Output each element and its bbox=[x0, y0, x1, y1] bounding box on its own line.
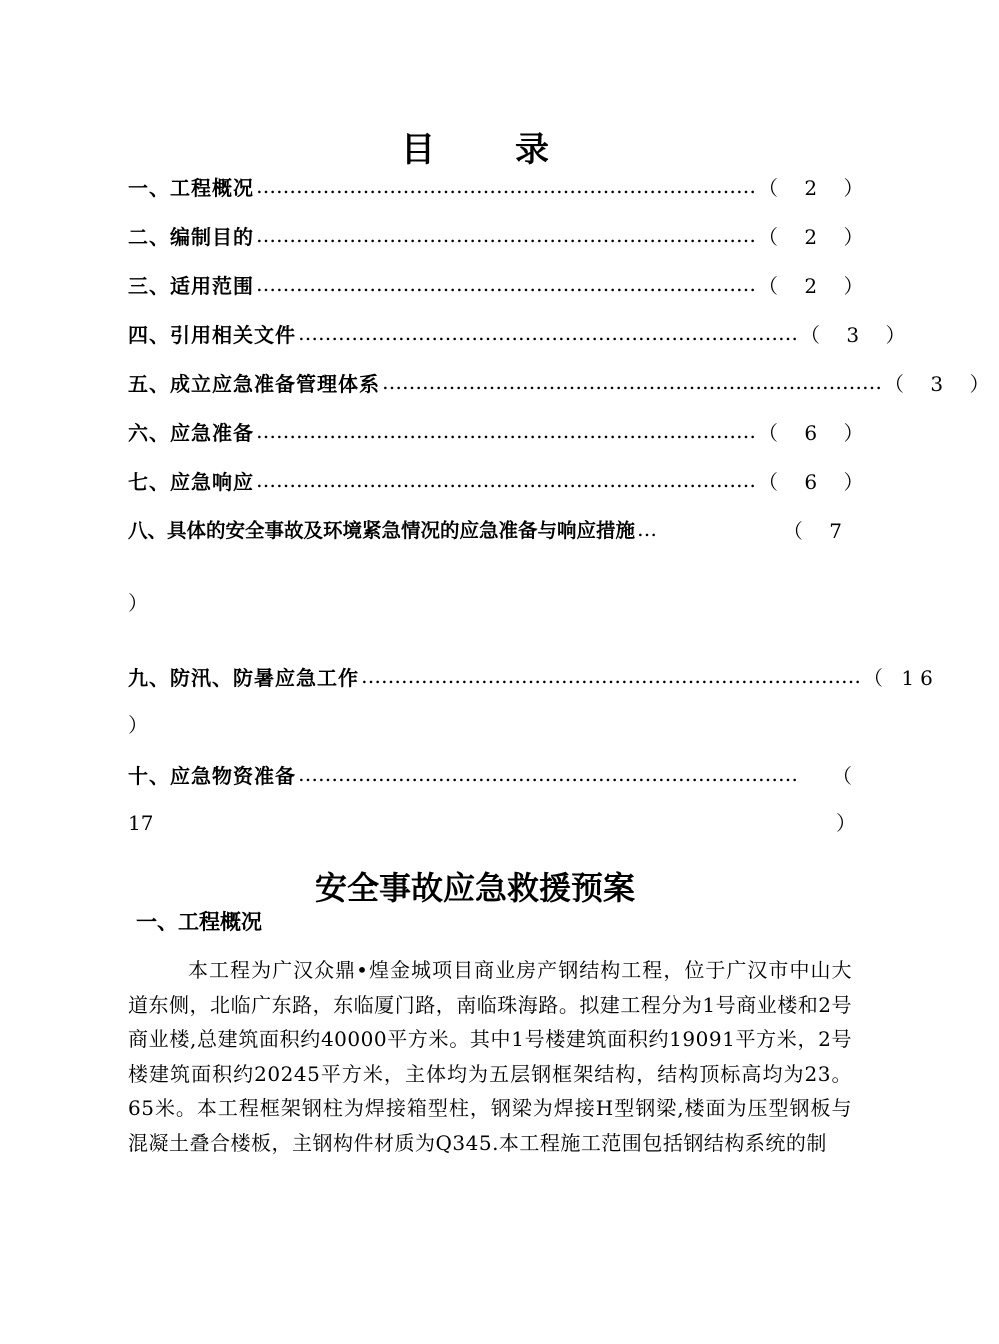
toc-entry[interactable] bbox=[128, 318, 916, 348]
toc-entry[interactable] bbox=[128, 416, 874, 446]
toc-leader-dots: ………………………………………………………………… bbox=[256, 223, 756, 247]
toc-entry[interactable] bbox=[128, 220, 874, 250]
toc-entry[interactable] bbox=[128, 759, 852, 789]
toc-leader-dots: ………………………………………………………………… bbox=[298, 762, 798, 786]
toc-leader-dots: ………………………………………………………………… bbox=[256, 419, 756, 443]
toc-entry-label: 二、编制目的 bbox=[128, 224, 254, 249]
toc-leader-dots: ………………………………………………………………… bbox=[256, 272, 756, 296]
toc-leader-dots: … bbox=[637, 517, 658, 541]
toc-leader-dots: ………………………………………………………………… bbox=[361, 664, 861, 688]
toc-page-number: （ 6 ） bbox=[758, 469, 874, 494]
toc-page-number: （ 2 ） bbox=[758, 224, 874, 249]
toc-page-number-wrap: ） bbox=[128, 591, 148, 615]
toc-page-number: （ 3 ） bbox=[800, 322, 916, 347]
toc-page-number-wrap: ） bbox=[128, 713, 148, 737]
toc-leader-dots: ………………………………………………………………… bbox=[256, 174, 756, 198]
toc-leader-dots: ………………………………………………………………… bbox=[256, 468, 756, 492]
toc-entry-label: 五、成立应急准备管理体系 bbox=[128, 371, 380, 396]
toc-title: 目录 bbox=[401, 130, 629, 170]
toc-entry-label: 六、应急准备 bbox=[128, 420, 254, 445]
toc-entry-label: 一、工程概况 bbox=[128, 175, 254, 200]
toc-entry-label: 九、防汛、防暑应急工作 bbox=[128, 665, 359, 690]
toc-page-number: （ bbox=[832, 763, 852, 788]
section-heading: 一、工程概况 bbox=[136, 909, 262, 934]
document-title: 安全事故应急救援预案 bbox=[314, 869, 635, 907]
toc-entry[interactable] bbox=[128, 269, 874, 299]
toc-entry-label: 三、适用范围 bbox=[128, 273, 254, 298]
toc-entry-label: 八、具体的安全事故及环境紧急情况的应急准备与响应措施 bbox=[128, 519, 636, 542]
toc-page-number-wrap: ） bbox=[836, 811, 856, 835]
toc-leader-dots: ………………………………………………………………… bbox=[298, 321, 798, 345]
toc-entry-label: 七、应急响应 bbox=[128, 469, 254, 494]
toc-page-number: （ 3 ） bbox=[884, 371, 999, 396]
toc-entry[interactable] bbox=[128, 171, 874, 201]
body-paragraph: 本工程为广汉众鼎•煌金城项目商业房产钢结构工程，位于广汉市中山大道东侧，北临广东路，东临厦门路，南临珠海路。拟建工程分为1号商业楼和2号商业楼,总建筑面积约40000平方米。其中1号楼建筑面积约19091平方米，2号楼建筑面积约20245平方米，主体均为五层钢框架结构，结构顶标高均为23。65米。本工程框架钢柱为焊接箱型柱，钢梁为焊接H型钢梁,楼面为压型钢板与混凝土叠合楼板，主钢构件材质为Q345.本工程施工范围包括钢结构系统的制 bbox=[128, 958, 852, 1155]
toc-page-number: （ 16 bbox=[863, 665, 939, 690]
toc-leader-dots: ………………………………………………………………… bbox=[382, 370, 882, 394]
toc-page-number: （ 2 ） bbox=[758, 175, 874, 200]
toc-page-number: （ 6 ） bbox=[758, 420, 874, 445]
toc-entry[interactable] bbox=[128, 514, 852, 544]
toc-entry-label: 十、应急物资准备 bbox=[128, 763, 296, 788]
toc-entry[interactable] bbox=[128, 465, 874, 495]
toc-entry-label: 四、引用相关文件 bbox=[128, 322, 296, 347]
toc-entry[interactable] bbox=[128, 367, 999, 397]
toc-entry[interactable] bbox=[128, 661, 939, 691]
toc-page-number: （ 7 bbox=[782, 518, 852, 543]
toc-page-number-wrap: 17 bbox=[128, 811, 154, 835]
toc-page-number: （ 2 ） bbox=[758, 273, 874, 298]
